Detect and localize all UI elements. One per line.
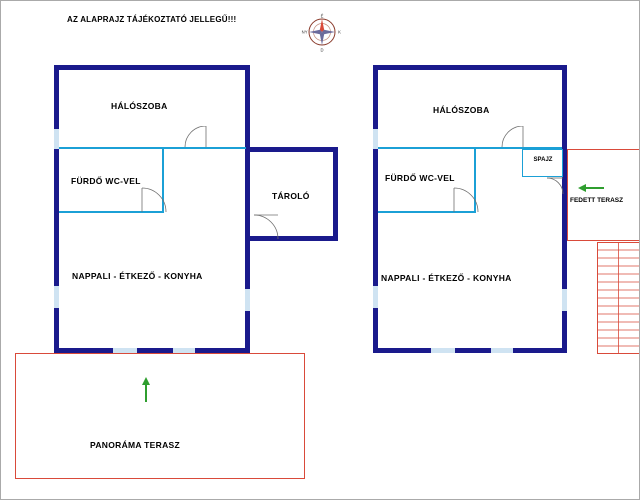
room-label-panorama-terrace: PANORÁMA TERASZ [90, 440, 180, 450]
room-label-bedroom-left: HÁLÓSZOBA [111, 101, 168, 111]
door-leaf-bedroom-right [501, 126, 546, 148]
svg-text:D: D [320, 47, 324, 53]
left-plan-north-wall [54, 65, 250, 70]
entry-arrow-panorama-terrace [139, 376, 153, 404]
right-plan-window-east [562, 289, 567, 311]
right-plan-south-wall [373, 348, 567, 353]
room-label-living-left: NAPPALI - ÉTKEZŐ - KONYHA [72, 271, 203, 281]
left-plan-window-west [54, 129, 59, 149]
svg-text:NY: NY [301, 29, 308, 35]
storage-north-wall [245, 147, 338, 152]
page-title: AZ ALAPRAJZ TÁJÉKOZTATÓ JELLEGŰ!!! [67, 15, 237, 24]
bathroom-north-wall-left [59, 147, 164, 149]
door-leaf-pantry [546, 177, 564, 195]
room-label-pantry: SPAJZ [533, 157, 553, 163]
right-plan-window-south-2 [491, 348, 513, 353]
right-plan-window-south [431, 348, 455, 353]
room-label-bedroom-right: HÁLÓSZOBA [433, 105, 490, 115]
door-leaf-bathroom-right [453, 187, 479, 213]
storage-east-wall [333, 147, 338, 241]
pantry-box [522, 149, 563, 177]
left-plan-west-wall [54, 65, 59, 353]
right-plan-west-wall [373, 65, 378, 353]
right-plan-window-west [373, 129, 378, 149]
panorama-terrace-outline [15, 353, 305, 479]
compass-icon [301, 11, 343, 53]
left-plan-window-east [245, 289, 250, 311]
door-leaf-bathroom-left [141, 187, 167, 213]
door-leaf-storage [253, 214, 279, 240]
room-label-storage: TÁROLÓ [272, 191, 310, 201]
room-label-living-right: NAPPALI - ÉTKEZŐ - KONYHA [381, 273, 512, 283]
svg-text:É: É [320, 13, 324, 19]
entry-arrow-covered-terrace [576, 181, 606, 193]
covered-terrace-outline [567, 149, 640, 241]
left-plan-east-wall-upper [245, 65, 250, 147]
bathroom-north-wall-right [378, 147, 476, 149]
svg-text:K: K [338, 29, 341, 35]
left-plan-east-wall-mid [245, 147, 250, 241]
right-plan-window-west-2 [373, 286, 378, 308]
room-label-covered-terrace: FEDETT TERASZ [570, 197, 624, 204]
room-label-bathroom-left: FÜRDŐ WC-VEL [71, 176, 141, 186]
right-plan-north-wall [373, 65, 567, 70]
exterior-stairs [597, 242, 640, 354]
left-plan-window-west-2 [54, 286, 59, 308]
door-leaf-bedroom-left [184, 126, 229, 148]
room-label-bathroom-right: FÜRDŐ WC-VEL [385, 173, 455, 183]
